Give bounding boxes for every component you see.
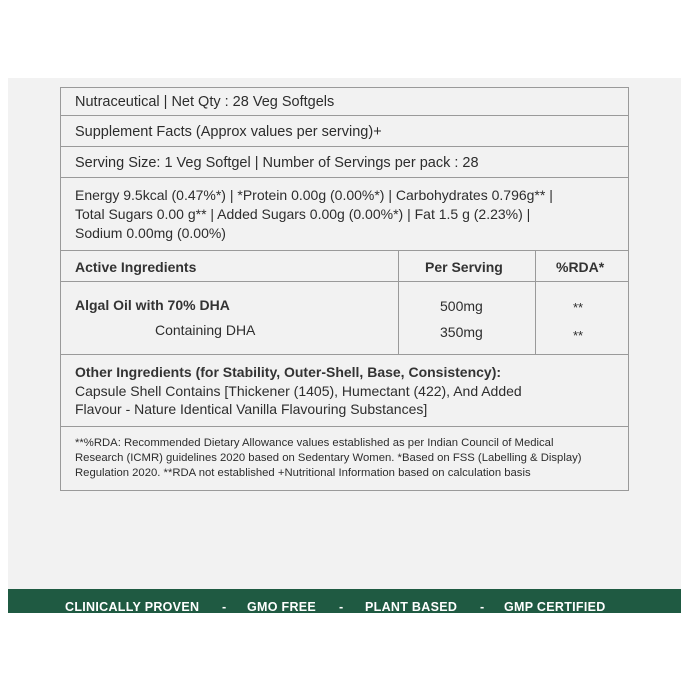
claim-separator: - (222, 600, 227, 614)
claim-gmo-free: GMO FREE (247, 600, 317, 614)
ingredient-per-serving: 500mg (440, 298, 483, 314)
serving-size-row: Serving Size: 1 Veg Softgel | Number of Servings per pack : 28 (75, 155, 479, 171)
nutrition-line-2: Total Sugars 0.00 g** | Added Sugars 0.00g (0.00%*) | Fat 1.5 g (2.23%) | (75, 206, 531, 222)
row-divider (61, 115, 628, 116)
row-divider (61, 177, 628, 178)
claim-gmp-certified: GMP CERTIFIED (504, 600, 606, 614)
row-divider (61, 354, 628, 355)
row-divider (61, 281, 628, 282)
footnote-line-2: Research (ICMR) guidelines 2020 based on Sedentary Women. *Based on FSS (Labelling & Display) (75, 452, 582, 464)
header-per-serving: Per Serving (425, 259, 503, 275)
header-rda: %RDA* (556, 259, 605, 275)
footnote-line-3: Regulation 2020. **RDA not established +Nutritional Information based on calculation basis (75, 467, 531, 479)
ingredient-name: Algal Oil with 70% DHA (75, 297, 230, 313)
claim-clinically-proven: CLINICALLY PROVEN (65, 600, 200, 614)
claim-plant-based: PLANT BASED (365, 600, 458, 614)
row-divider (61, 250, 628, 251)
supplement-facts-table (60, 87, 629, 491)
ingredient-per-serving: 350mg (440, 324, 483, 340)
footnote-line-1: **%RDA: Recommended Dietary Allowance values established as per Indian Council of Medical (75, 437, 554, 449)
ingredient-rda: ** (573, 300, 584, 315)
claim-separator: - (339, 600, 344, 614)
header-active-ingredients: Active Ingredients (75, 259, 197, 275)
net-qty-row: Nutraceutical | Net Qty : 28 Veg Softgels (75, 94, 335, 110)
ingredient-rda: ** (573, 328, 584, 343)
column-divider (398, 251, 399, 355)
claims-banner (8, 589, 681, 613)
other-ingredients-line-1: Capsule Shell Contains [Thickener (1405), Humectant (422), And Added (75, 383, 522, 399)
row-divider (61, 146, 628, 147)
row-divider (61, 426, 628, 427)
ingredient-name: Containing DHA (155, 322, 256, 338)
column-divider (535, 251, 536, 355)
claim-separator: - (480, 600, 485, 614)
other-ingredients-title: Other Ingredients (for Stability, Outer-Shell, Base, Consistency): (75, 364, 502, 380)
nutrition-line-3: Sodium 0.00mg (0.00%) (75, 225, 226, 241)
supplement-facts-row: Supplement Facts (Approx values per serving)+ (75, 124, 382, 140)
other-ingredients-line-2: Flavour - Nature Identical Vanilla Flavouring Substances] (75, 401, 428, 417)
nutrition-line-1: Energy 9.5kcal (0.47%*) | *Protein 0.00g (0.00%*) | Carbohydrates 0.796g** | (75, 187, 553, 203)
